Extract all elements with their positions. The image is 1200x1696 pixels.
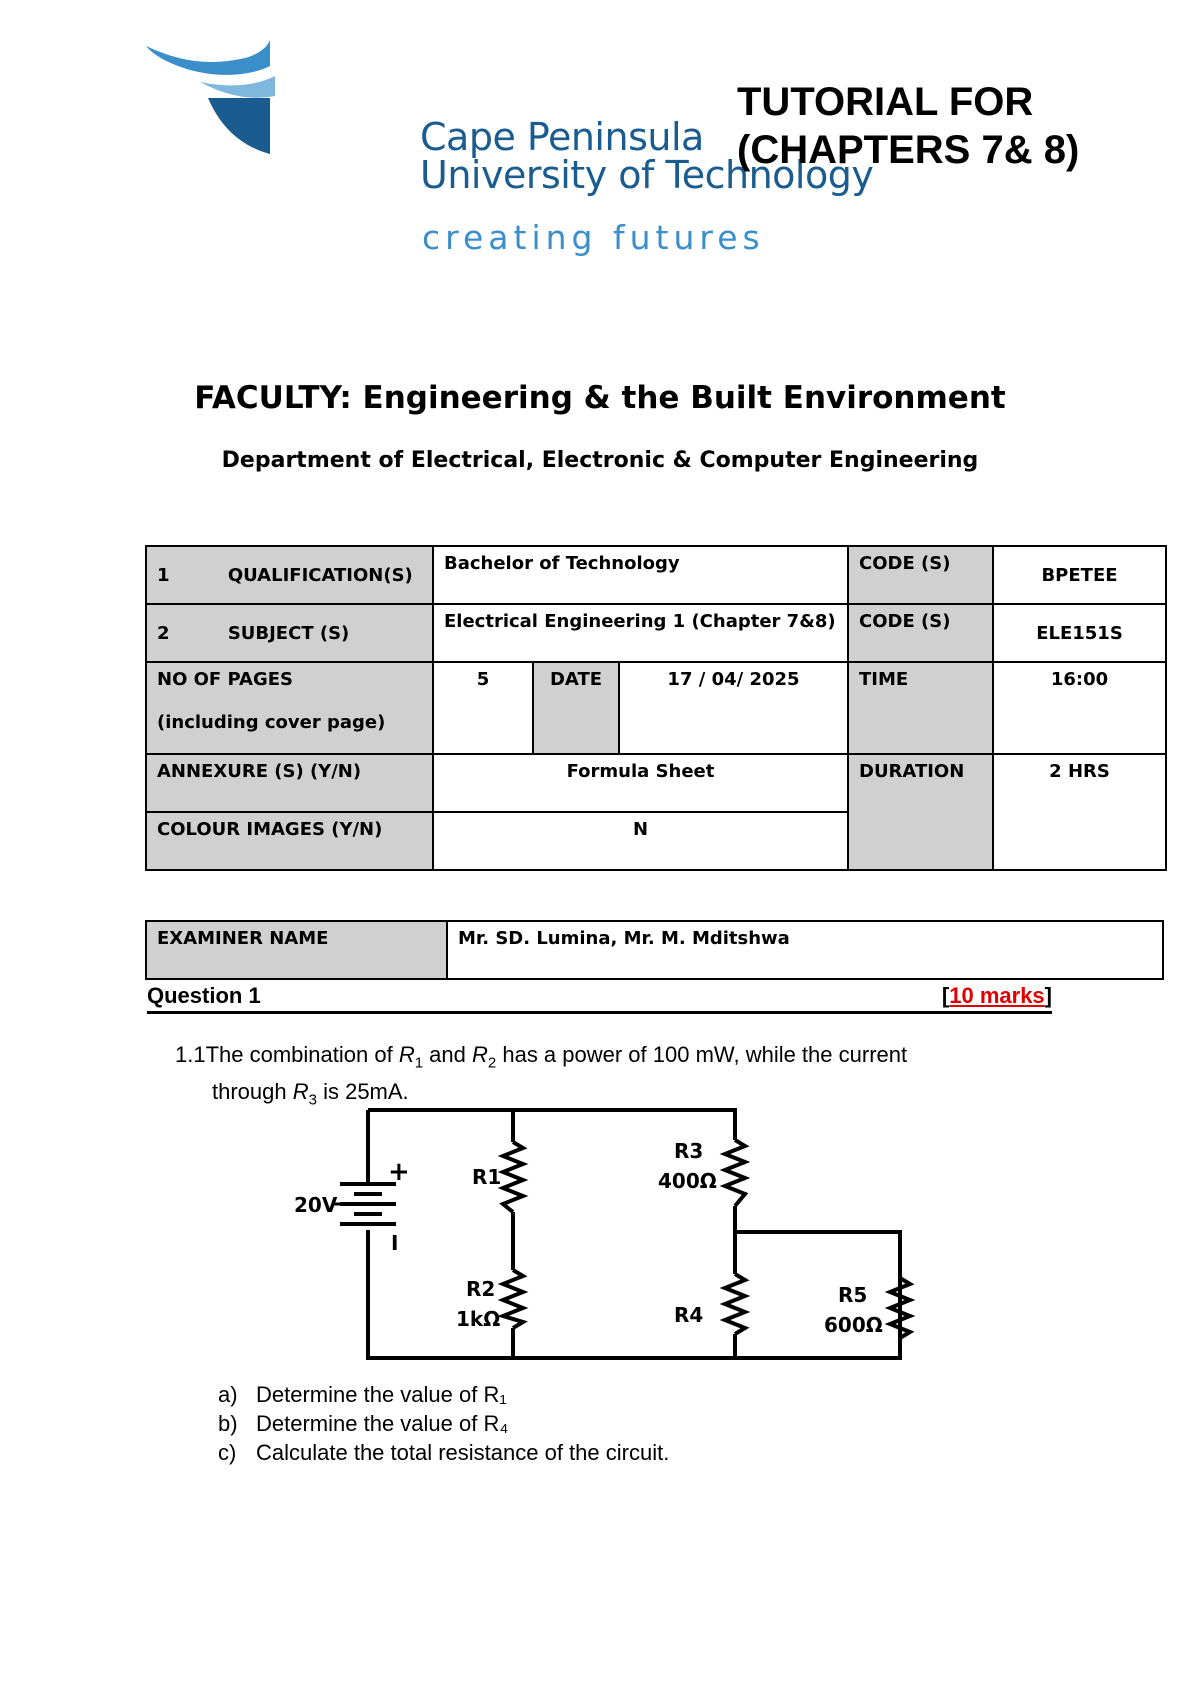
r5-label: R5 [838, 1283, 868, 1307]
time-label: TIME [848, 662, 993, 754]
marks-value: 10 marks [949, 983, 1045, 1008]
resistor-r3-icon [725, 1140, 745, 1206]
wire-bottom-loop [368, 1230, 900, 1358]
r2-sub: 2 [487, 1054, 497, 1072]
subquestion-text: Determine the value of R₄ [256, 1411, 509, 1436]
subquestion-label: a) [218, 1382, 238, 1407]
examiner-table [145, 920, 1164, 980]
date-value: 17 / 04/ 2025 [619, 662, 848, 754]
time-value: 16:00 [993, 662, 1166, 754]
subquestion-item [218, 1409, 669, 1438]
row-number: 1 [157, 564, 170, 586]
pages-sublabel: (including cover page) [157, 712, 386, 733]
r1-sub: 1 [414, 1054, 424, 1072]
university-logo [140, 36, 874, 266]
university-tagline: creating futures [422, 218, 765, 257]
qualification-label-cell [146, 546, 433, 604]
r3-sub: 3 [308, 1091, 317, 1109]
question-text-a: The combination of [205, 1042, 399, 1067]
marks-open-bracket: [ [941, 983, 950, 1008]
resistor-r2-icon [503, 1270, 523, 1328]
annexure-value: Formula Sheet [433, 754, 848, 812]
subquestion-list [218, 1380, 669, 1467]
subquestion-text: Determine the value of R₁ [256, 1382, 507, 1407]
row-number: 2 [157, 622, 170, 644]
tutorial-title-line2: (CHAPTERS 7& 8) [737, 128, 1080, 172]
university-name-line2: University of Technology [420, 153, 874, 197]
minus-sign: I [391, 1231, 399, 1255]
subject-code: ELE151S [993, 604, 1166, 662]
qualification-value: Bachelor of Technology [433, 546, 848, 604]
r3-label: R3 [674, 1139, 704, 1163]
qualification-code: BPETEE [993, 546, 1166, 604]
subquestion-label: c) [218, 1440, 237, 1465]
marks-close-bracket: ] [1044, 983, 1052, 1008]
question-text-e: is 25mA. [316, 1079, 409, 1105]
subject-label: SUBJECT (S) [227, 622, 350, 644]
subquestion-text: Calculate the total resistance of the circuit. [256, 1440, 670, 1465]
question-title: Question 1 [147, 983, 261, 1008]
subquestion-item [218, 1380, 669, 1409]
question-text-b: and [423, 1042, 472, 1067]
circuit-diagram [270, 1100, 930, 1370]
tutorial-title [737, 78, 1079, 174]
department-heading: Department of Electrical, Electronic & Computer Engineering [221, 448, 979, 473]
pages-value: 5 [433, 662, 533, 754]
plus-sign: + [388, 1157, 410, 1187]
r3-value: 400Ω [658, 1169, 717, 1193]
colour-images-value: N [433, 812, 848, 870]
duration-label: DURATION [848, 754, 993, 870]
code-label-2: CODE (S) [848, 604, 993, 662]
question-heading [147, 983, 1052, 1014]
resistor-r1-icon [503, 1142, 523, 1212]
examiner-label: EXAMINER NAME [146, 921, 447, 979]
r1-symbol: R [398, 1042, 415, 1067]
examiner-value: Mr. SD. Lumina, Mr. M. Mditshwa [447, 921, 1163, 979]
duration-value: 2 HRS [993, 754, 1166, 870]
logo-wave-icon [140, 36, 300, 156]
subquestion-label: b) [218, 1411, 238, 1436]
subject-label-cell [146, 604, 433, 662]
annexure-label: ANNEXURE (S) (Y/N) [146, 754, 433, 812]
question-text-c: has a power of 100 mW, while the current [496, 1042, 908, 1067]
faculty-heading: FACULTY: Engineering & the Built Environment [194, 380, 1006, 416]
tutorial-title-line1: TUTORIAL FOR [737, 80, 1034, 124]
r3-symbol: R [292, 1079, 309, 1105]
date-label: DATE [533, 662, 619, 754]
subject-value: Electrical Engineering 1 (Chapter 7&8) [433, 604, 848, 662]
code-label-1: CODE (S) [848, 546, 993, 604]
pages-label: NO OF PAGES [157, 669, 294, 690]
battery-icon [340, 1182, 396, 1226]
r1-label: R1 [472, 1165, 502, 1189]
r5-value: 600Ω [824, 1313, 883, 1337]
qualification-label: QUALIFICATION(S) [227, 564, 413, 586]
resistor-r4-icon [725, 1274, 745, 1334]
wire-top [368, 1110, 735, 1140]
question-text-d: through [212, 1079, 293, 1105]
source-label: 20V [294, 1193, 338, 1217]
colour-images-label: COLOUR IMAGES (Y/N) [146, 812, 433, 870]
r2-value: 1kΩ [456, 1307, 501, 1331]
r2-symbol: R [472, 1042, 488, 1067]
r2-label: R2 [466, 1277, 496, 1301]
r4-label: R4 [674, 1303, 704, 1327]
question-marks [942, 983, 1052, 1009]
university-name-line1: Cape Peninsula [420, 115, 704, 159]
question-number: 1.1 [175, 1042, 206, 1067]
subquestion-item [218, 1438, 669, 1467]
course-info-table [145, 545, 1167, 871]
pages-label-cell [146, 662, 433, 754]
